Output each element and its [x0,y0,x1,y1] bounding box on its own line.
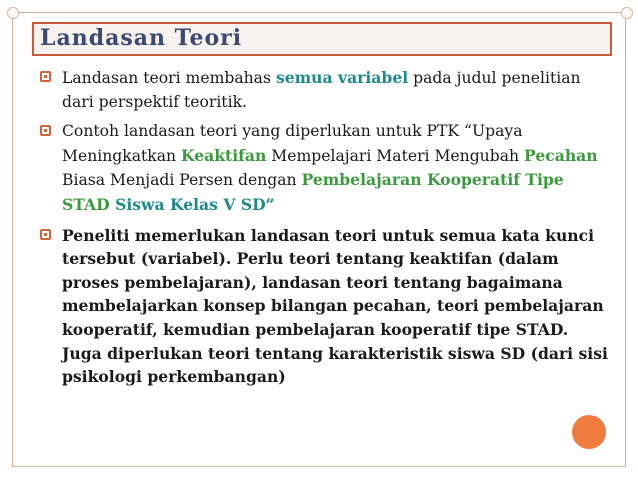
bullet-item-3 [38,224,610,389]
bullet-text: Landasan teori membahas semua variabel pada judul penelitian dari perspektif teoritik. [62,68,581,111]
frame-corner-dot [621,7,633,19]
bullet-item-2 [38,120,610,217]
bullet-marker-icon [40,125,51,136]
slide-title: Landasan Teori [40,25,243,51]
highlight-text: Siswa Kelas V SD” [109,194,275,214]
highlight-text: semua variabel [275,68,409,87]
slide-content [38,66,610,389]
bullet-text: Contoh landasan teori yang diperlukan untuk PTK “Upaya Meningkatkan Keaktifan Mempelajari Materi Mengubah Pecahan Biasa Menjadi Persen dengan Pembelajaran Kooperatif Tipe STAD Siswa Kelas V SD” [62,122,598,214]
highlight-text: Pecahan [524,145,598,165]
decorative-dot [572,415,606,449]
bullet-text: Peneliti memerlukan landasan teori untuk semua kata kunci tersebut (variabel). Perlu teori tentang keaktifan (dalam proses pembelajaran), landasan teori tentang bagaimana membelajarkan konsep bilangan pecahan, teori pembelajaran kooperatif, kemudian pembelajaran kooperatif tipe STAD. Juga diperlukan teori tentang karakteristik siswa SD (dari sisi psikologi perkembangan) [62,225,608,387]
highlight-text: Keaktifan [181,145,267,165]
title-bar [32,22,612,56]
highlight-text: Pembelajaran Kooperatif Tipe STAD [62,170,564,214]
bullet-marker-icon [40,71,51,82]
bullet-item-1 [38,66,610,114]
bullet-marker-icon [40,229,51,240]
frame-corner-dot [7,7,19,19]
